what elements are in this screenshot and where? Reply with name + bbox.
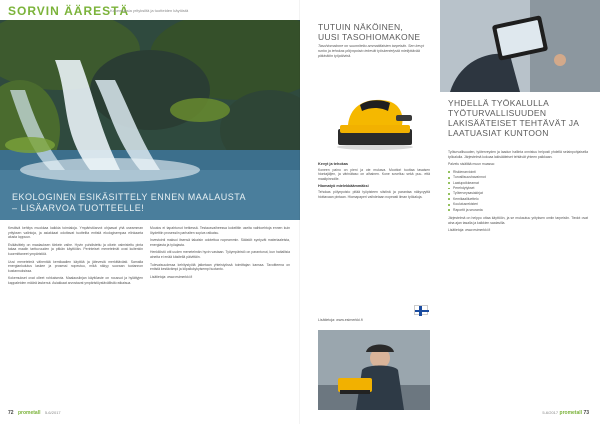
paragraph: Työturvallisuuden, työterveyden ja laadun hallinta onnistuu helposti yhdellä selainpohjaisella työkalulla. Järjestelmä kokoaa lakisääteiset tehtävät yhteen paikkaan. [448,150,588,159]
list-item: Raportit ja seuranta [448,208,588,213]
section-subtitle: Kokemuksia yrityksiltä ja tuotteiden käytöstä [110,8,189,13]
safety-headline-line3: LAKISÄÄTEISET TEHTÄVÄT JA [448,118,580,128]
sander-headline-line2: UUSI TASOHIOMAKONE [318,32,421,42]
list-item: Työterveysasiakirjat [448,191,588,196]
paragraph: Kokemukset ovat olleet rohkaisevia. Maalauslinjan käyttöaste on noussut ja hylättyjen kappaleiden määrä laskenut. Asiakkaat arvostavat ympäristöystävällistä ratkaisua. [8,276,143,285]
paragraph: Esikäsittely on maalauksen tärkein vaihe. Hyvin puhdistettu ja oikein valmisteltu pinta takaa maalin tarttuvuuden ja pitkän käyttöiän. Perinteiset menetelmät ovat kuitenkin kuormittaneet ympäristöä. [8,242,143,256]
sander-contact: Lisätietoja: www.esimerkki.fi [318,318,363,322]
feature-list [448,170,588,212]
sander-body [318,162,430,322]
list-item: Kemikaaliluettelo [448,197,588,202]
article-contact: Lisätietoja: www.esimerkki.fi [448,228,491,233]
waterfall-illustration [0,20,300,220]
list-title: Palvelu sisältää muun muassa: [448,162,495,167]
finnish-flag-icon [414,305,428,315]
paragraph: Muutos ei tapahtunut hetkessä. Testausvaiheessa kokeiltiin useita vaihtoehtoja ennen kuin löydettiin prosessiin parhaiten sopiva ratkaisu. [150,226,290,235]
safety-headline-line2: TYÖTURVALLISUUDEN [448,108,547,118]
safety-headline-line1: YHDELLÄ TYÖKALULLA [448,98,550,108]
hero-caption-line2: – LISÄARVOA TUOTTEELLE! [12,203,145,213]
footer-left [8,410,61,416]
list-item: Laatupoikkeamat [448,181,588,186]
sander-headline [318,22,420,42]
footer-right [539,410,592,416]
paragraph: Investointi maksoi itsensä takaisin odotettua nopeammin. Säästöt syntyvät materiaaleista, energiasta ja työajasta. [150,238,290,247]
list-item: Turvallisuushavainnot [448,175,588,180]
sander-image [330,85,420,157]
paragraph: Koneen paino on pieni ja ote mukava. Moottori tuottaa tasaisen hiontajäljen, ja värinätaso on alhainen. Kone soveltuu sekä puu- että maalipinnoille. [318,167,430,181]
left-column-2 [150,226,290,408]
section-title: SORVIN ÄÄRESTÄ [8,4,130,18]
safety-tool-body [448,150,588,390]
worker-illustration [318,330,430,410]
tablet-photo [440,0,600,92]
issue-number: 5-6/2017 [44,410,61,415]
hero-caption [12,192,246,214]
safety-headline-line4: LAATUASIAT KUNTOON [448,128,549,138]
left-column-1 [8,226,143,408]
magazine-name: prometall [559,410,583,416]
sander-headline-line1: TUTUIN NÄKÖINEN, [318,22,404,32]
worker-photo [318,330,430,410]
paragraph: Kestävä kehitys muokkaa kaikkia toimialoja. Ympäristöarvot ohjaavat yhä useamman yrityksen valintoja, ja asiakkaat odottavat tuotteilta entistä ekologisempaa elinkaarta alusta loppuun. [8,226,143,240]
paragraph: Henkilöstö otti uuden menetelmän hyvin vastaan. Työympäristö on parantunut, kun haitallisia aineita ei enää käsitellä päivittäin. [150,250,290,259]
page-number: 72 [8,410,14,416]
issue-number: 5-6/2017 [542,410,559,415]
safety-tool-headline [448,98,579,138]
article-contact: Lisätietoja: www.esimerkki.fi [150,274,193,279]
list-item: Koulutusrekisteri [448,202,588,207]
paragraph: Uusi menetelmä vähentää kemikaalien käyttöä ja jätevesiä merkittävästi. Samalla energiankulutus laskee ja prosessi nopeutuu, mikä näkyy suoraan tuotannon kustannuksissa. [8,259,143,273]
paragraph: Järjestelmä on helppo ottaa käyttöön, ja se mukautuu yrityksen omiin tarpeisiin. Tiedot ovat aina ajan tasalla ja kaikkien saatavilla. [448,216,588,225]
sander-lead: Tasohiomakone on suunniteltu ammattilaisten tarpeisiin. Sen kevyt runko ja tehokas pölynpoisto tekevät työskentelystä miellyttävää pitkinäkin työpäivinä. [318,44,424,58]
waterfall-photo [0,20,300,220]
list-item: Perehdytykset [448,186,588,191]
tablet-illustration [440,0,600,92]
paragraph: Tulevaisuudessa kehitystyötä jatketaan yhteistyössä toimittajan kanssa. Tavoitteena on entistä kestävämpi ja kilpailukykyisempi tuotanto. [150,262,290,272]
section-header [0,0,300,22]
sander-subheading-2: Hiomatyö mielekkäämmäksi [318,184,369,189]
hero-caption-line1: EKOLOGINEN ESIKÄSITTELY ENNEN MAALAUSTA [12,192,247,202]
list-item: Riskienarviointi [448,170,588,175]
paragraph: Tehokas pölynpoisto pitää työpisteen siistinä ja parantaa näkyvyyttä hiottavaan pintaan. Hiomapaperi vaihdetaan nopeasti ilman työkaluja. [318,189,430,199]
magazine-name: prometall [17,410,41,416]
page-number: 73 [583,410,589,416]
sander-subheading-1: Kevyt ja tehokas [318,162,348,166]
